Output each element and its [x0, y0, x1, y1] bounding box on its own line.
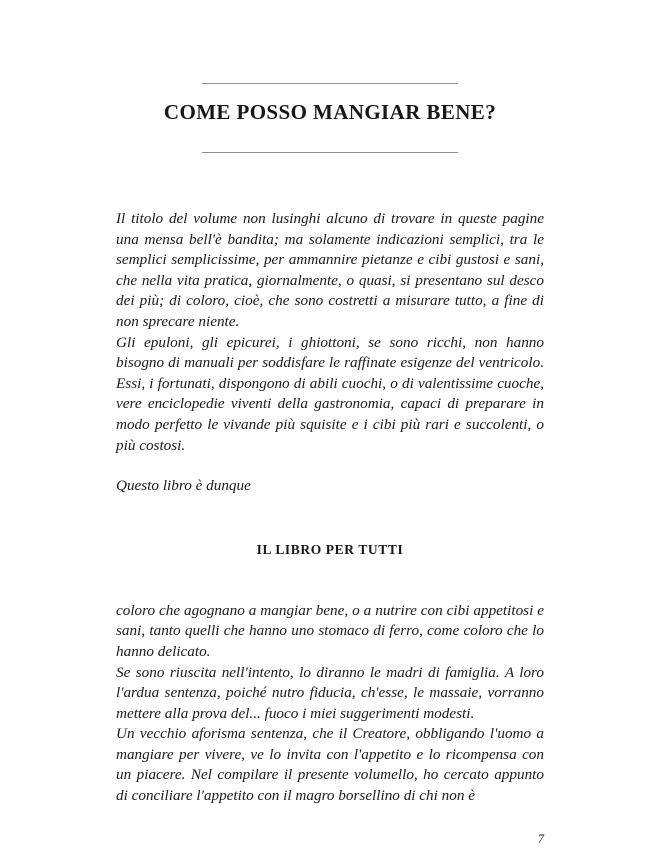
title-rule-bottom [202, 152, 458, 153]
paragraph [116, 601, 544, 663]
paragraph [116, 663, 544, 725]
paragraph [116, 724, 544, 806]
spacer [116, 456, 544, 476]
title-rule-top [202, 83, 458, 84]
subheading-wrap [116, 542, 544, 558]
paragraph-text: Gli epuloni, gli epicurei, i ghiottoni, se sono ricchi, non hanno bisogno di manuali per soddisfare le raffinate esigenze del ventricolo. Essi, i fortunati, dispongono di abili cuochi, o di valentissime cuoche, vere enciclopedie viventi della gastronomia, capaci di preparare in modo perfetto le vivande più squisite e i cibi più rari e succolenti, o più costosi. [116, 333, 544, 454]
paragraph-text: Il titolo del volume non lusinghi alcuno di trovare in queste pagine una mensa bell'è bandita; ma solamente indicazioni semplici, tra le semplici semplicissime, per ammannire pietanze e cibi gustosi e sani, che nella vita pratica, giornalmente, o quasi, si presentano sul desco dei più; di coloro, cioè, che sono costretti a misurare tutto, a fine di non sprecare niente. [116, 210, 544, 330]
section-subheading: IL LIBRO PER TUTTI [256, 541, 404, 557]
paragraph-text: Un vecchio aforisma sentenza, che il Creatore, obbligando l'uomo a mangiare per vivere, ve lo invita con l'appetito e lo ricompensa con un piacere. Nel compilare il presente volumello, ho cercato appunto di conciliare l'appetito con il magro borsellino di chi non è [116, 725, 544, 805]
body-after-subhead [116, 601, 544, 807]
page-number: 7 [537, 832, 544, 846]
page-title: COME POSSO MANGIAR BENE? [163, 100, 497, 124]
paragraph [116, 333, 544, 457]
page-content [116, 0, 544, 807]
lead-in-line: Questo libro è dunque [116, 477, 251, 495]
body-before-subhead [116, 209, 544, 456]
paragraph-text: Se sono riuscita nell'intento, lo diranno le madri di famiglia. A loro l'ardua sentenza, poiché nutro fiducia, ch'esse, le massaie, vorranno mettere alla prova del... fuoco i miei suggerimenti modesti. [116, 663, 544, 722]
paragraph-text: coloro che agognano a mangiar bene, o a nutrire con cibi appetitosi e sani, tanto quelli che hanno uno stomaco di ferro, come coloro che lo hanno delicato. [116, 601, 544, 660]
paragraph [116, 209, 544, 333]
